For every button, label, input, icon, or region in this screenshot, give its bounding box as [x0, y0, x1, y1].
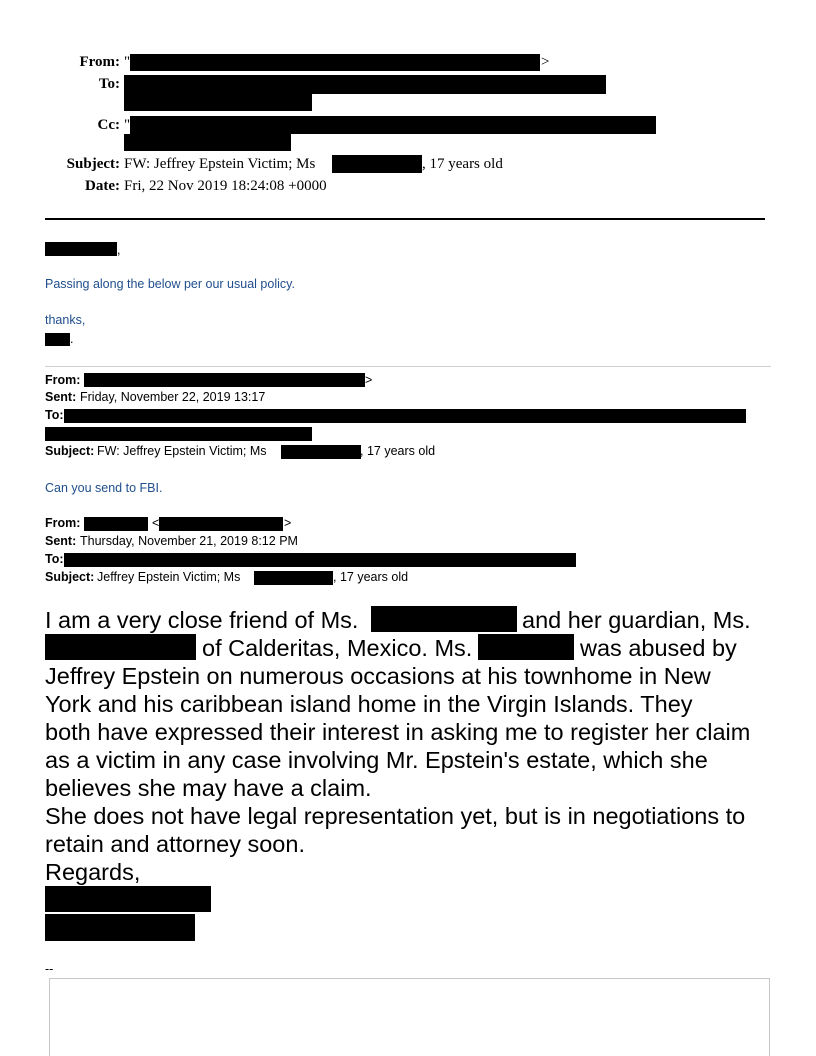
fwd1-subject-suffix: , 17 years old [360, 444, 436, 458]
fwd2-subject-suffix: , 17 years old [333, 570, 409, 584]
redaction-fwd1-to-2 [45, 427, 312, 441]
date-label: Date: [85, 178, 120, 194]
fwd2-from-lt: < [152, 516, 160, 530]
letter-line-1b: and her guardian, Ms. [522, 607, 751, 633]
letter-line-2a: of Calderitas, Mexico. Ms. [202, 635, 473, 661]
letter-line-4: York and his caribbean island home in the Virgin Islands. They [45, 691, 693, 717]
fwd2-to-label: To: [45, 552, 64, 566]
redaction-letter-name-2 [478, 634, 574, 660]
redaction-fwd2-from-email [159, 517, 283, 531]
redaction-signature [45, 333, 70, 346]
cc-quote: " [124, 117, 131, 133]
letter-line-2b: was abused by [580, 635, 737, 661]
redaction-fwd1-to-1 [64, 409, 746, 423]
from-quote: " [124, 54, 131, 70]
reply-divider [45, 366, 771, 367]
fwd1-sent-value: Friday, November 22, 2019 13:17 [80, 390, 266, 404]
date-value: Fri, 22 Nov 2019 18:24:08 +0000 [124, 178, 327, 194]
subject-text: FW: Jeffrey Epstein Victim; Ms [124, 156, 316, 172]
letter-line-8: She does not have legal representation yet, but is in negotiations to [45, 803, 746, 829]
reply-signoff: thanks, [45, 313, 86, 327]
fwd2-from-gt: > [284, 516, 292, 530]
redaction-fwd2-subject [254, 571, 333, 585]
letter-regards: Regards, [45, 859, 141, 885]
fwd1-from-close: > [365, 373, 373, 387]
letter-line-6: as a victim in any case involving Mr. Epstein's estate, which she [45, 747, 708, 773]
fwd1-from-label: From: [45, 373, 81, 387]
redaction-subject [332, 155, 422, 173]
letter-line-7: believes she may have a claim. [45, 775, 372, 801]
cc-label: Cc: [97, 117, 120, 133]
redaction-cc-2 [124, 134, 291, 151]
redaction-fwd1-from [84, 373, 365, 387]
redaction-fwd2-from-name [84, 517, 148, 531]
redaction-from [130, 54, 540, 71]
redaction-sender-name [45, 886, 211, 912]
greeting-comma: , [117, 243, 121, 257]
signature-period: . [70, 332, 74, 346]
from-close: > [541, 54, 550, 70]
subject-suffix: , 17 years old [422, 156, 503, 172]
redaction-greeting [45, 242, 117, 256]
reply-line: Passing along the below per our usual policy. [45, 277, 295, 291]
header-divider [45, 218, 765, 220]
letter-line-1a: I am a very close friend of Ms. [45, 607, 359, 633]
letter-line-3: Jeffrey Epstein on numerous occasions at his townhome in New [45, 663, 711, 689]
redaction-cc-1 [130, 116, 656, 134]
redaction-letter-guardian [45, 634, 196, 660]
fwd1-message: Can you send to FBI. [45, 481, 163, 495]
fwd2-subject-text: Jeffrey Epstein Victim; Ms [97, 570, 241, 584]
fwd1-subject-label: Subject: [45, 444, 95, 458]
from-label: From: [79, 54, 120, 70]
redaction-to-1 [124, 75, 606, 94]
letter-line-5: both have expressed their interest in asking me to register her claim [45, 719, 751, 745]
redaction-letter-name-1 [371, 606, 517, 632]
redaction-fwd2-to [64, 553, 576, 567]
fwd1-to-label: To: [45, 408, 64, 422]
subject-label: Subject: [66, 156, 120, 172]
footer-box [49, 978, 770, 1056]
fwd1-sent-label: Sent: [45, 390, 77, 404]
to-label: To: [98, 76, 120, 92]
fwd1-subject-text: FW: Jeffrey Epstein Victim; Ms [97, 444, 267, 458]
redaction-fwd1-subject [281, 445, 361, 459]
fwd2-sent-label: Sent: [45, 534, 77, 548]
footer-dashes: -- [45, 962, 54, 976]
letter-line-9: retain and attorney soon. [45, 831, 305, 857]
fwd2-from-label: From: [45, 516, 81, 530]
redaction-sender-title [45, 914, 195, 941]
redaction-to-2 [124, 94, 312, 111]
fwd2-subject-label: Subject: [45, 570, 95, 584]
fwd2-sent-value: Thursday, November 21, 2019 8:12 PM [80, 534, 298, 548]
